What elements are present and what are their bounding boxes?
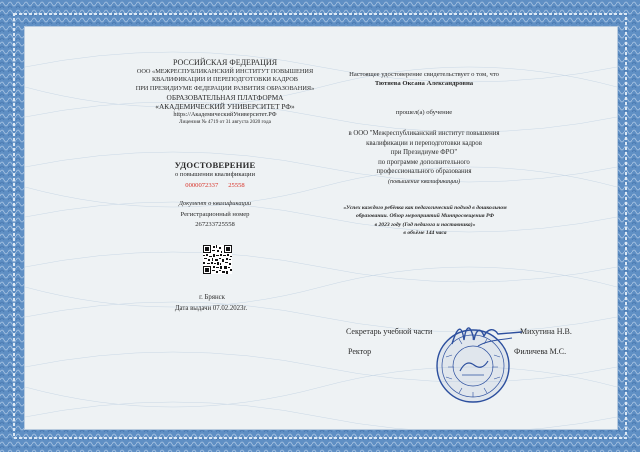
header-line: «АКАДЕМИЧЕСКИЙ УНИВЕРСИТЕТ РФ» <box>155 101 295 111</box>
certificate-title: УДОСТОВЕРЕНИЕ <box>174 160 256 170</box>
certificate-subtitle: о повышении квалификации <box>174 171 255 178</box>
issue-city: г. Брянск <box>199 294 225 301</box>
document-kind: Документ о квалификации <box>178 200 252 207</box>
header-url: https://АкадемическийУниверситет.РФ <box>173 110 277 118</box>
rector-label: Ректор <box>348 347 372 356</box>
org-line: по программе дополнительного <box>378 158 470 166</box>
secretary-name: Михутина Н.В. <box>520 327 572 336</box>
registration-label: Регистрационный номер <box>180 211 250 218</box>
secretary-label: Секретарь учебной части <box>346 327 433 336</box>
header-line: РОССИЙСКАЯ ФЕДЕРАЦИЯ <box>172 58 278 67</box>
recipient-block <box>318 70 530 88</box>
header-line: КВАЛИФИКАЦИИ И ПЕРЕПОДГОТОВКИ КАДРОВ <box>151 76 299 84</box>
header-license: Лицензия № 4719 от 31 августа 2020 года <box>179 119 271 126</box>
certificate-number-value: 25558 <box>228 182 245 189</box>
issue-date: Дата выдачи 07.02.2023г. <box>174 305 248 312</box>
header-line: ОБРАЗОВАТЕЛЬНАЯ ПЛАТФОРМА <box>166 92 284 102</box>
header-line: ООО «МЕЖРЕСПУБЛИКАНСКИЙ ИНСТИТУТ ПОВЫШЕНИЯ <box>136 68 314 75</box>
registration-number: 267233725558 <box>195 221 235 228</box>
program-hours: в объёме 144 часа <box>403 229 447 236</box>
training-statement: прошел(а) обучение <box>395 109 453 116</box>
topic-line: в 2023 году (Год педагога и наставника)» <box>374 221 476 228</box>
org-line: в ООО "Межреспубликанский институт повышения <box>348 130 500 137</box>
org-line: квалификации и переподготовки кадров <box>366 139 482 147</box>
program-topic <box>315 204 535 237</box>
program-kind: (повышение квалификации) <box>387 177 461 185</box>
recipient-intro: Настоящее удостоверение свидетельствует о том, что <box>349 71 499 78</box>
qr-code <box>203 245 232 274</box>
recipient-name: Тютяева Оксана Александровна <box>374 80 474 87</box>
training-organization <box>318 129 530 187</box>
issuer-header <box>118 58 332 126</box>
org-line: при Президиуме ФРО" <box>390 149 458 157</box>
certificate-series: 0000072337 <box>185 182 219 189</box>
topic-line: «Успех каждого ребёнка как педагогический подход в дошкольном <box>343 205 507 211</box>
rector-name: Филичева М.С. <box>514 347 567 356</box>
topic-line: образовании. Обзор мероприятий Минпросвещения РФ <box>355 213 495 220</box>
header-line: ПРИ ПРЕЗИДИУМЕ ФЕДЕРАЦИИ РАЗВИТИЯ ОБРАЗОВАНИЯ» <box>135 84 315 92</box>
certificate-number <box>140 182 290 189</box>
org-line: профессионального образования <box>376 168 472 176</box>
